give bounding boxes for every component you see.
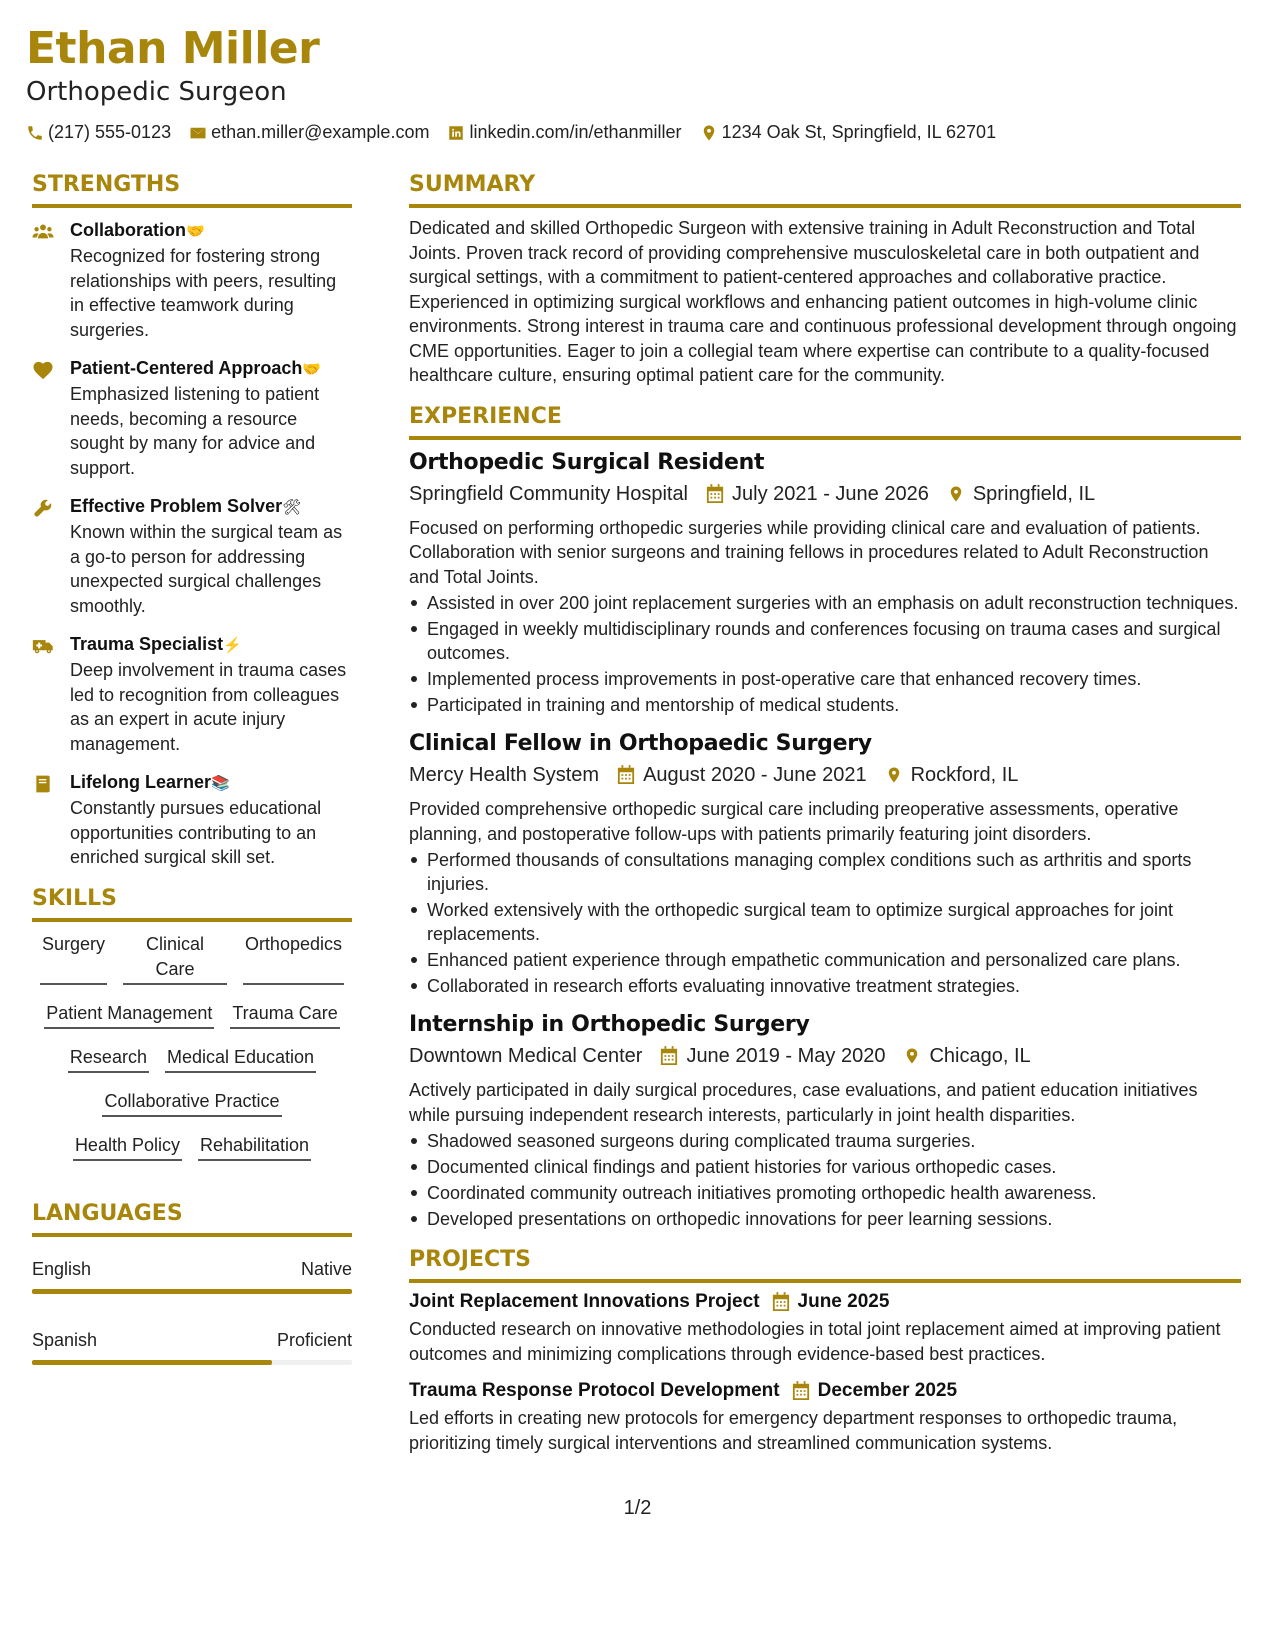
skill-tag: Orthopedics <box>243 932 344 985</box>
handshake-icon: 🤝 <box>186 223 205 240</box>
strength-description: Constantly pursues educational opportunities contributing to an enriched surgical skill set. <box>70 798 322 867</box>
job-bullets <box>409 591 1241 717</box>
bullet-item: Assisted in over 200 joint replacement surgeries with an emphasis on adult reconstruction techniques. <box>409 591 1241 615</box>
envelope-icon <box>189 124 207 142</box>
job-location: Chicago, IL <box>929 1045 1031 1067</box>
job-title: Internship in Orthopedic Surgery <box>409 1012 810 1037</box>
bullet-item: Engaged in weekly multidisciplinary rounds and conferences focusing on trauma cases and surgical outcomes. <box>409 617 1241 665</box>
language-item <box>32 1257 352 1294</box>
language-proficiency-fill <box>32 1289 352 1294</box>
books-icon: 📚 <box>211 775 230 792</box>
job-title: Orthopedic Surgical Resident <box>409 449 765 475</box>
strength-item <box>32 494 352 618</box>
strength-title: Patient-Centered Approach <box>70 358 303 378</box>
calendar-icon <box>792 1381 810 1401</box>
strengths-list <box>32 218 352 870</box>
strength-title: Collaboration <box>70 220 186 240</box>
page-number: 1/2 <box>623 1497 652 1519</box>
calendar-icon <box>772 1292 790 1312</box>
job-organization: Springfield Community Hospital <box>409 482 689 505</box>
candidate-role: Orthopedic Surgeon <box>26 77 287 107</box>
skill-tag: Clinical Care <box>123 932 227 985</box>
section-divider <box>409 204 1241 208</box>
strength-item <box>32 770 352 870</box>
bullet-item: Developed presentations on orthopedic innovations for peer learning sessions. <box>409 1207 1241 1231</box>
contact-linkedin[interactable] <box>447 122 681 143</box>
skills-title: SKILLS <box>32 885 117 911</box>
contact-address <box>700 122 997 143</box>
language-item <box>32 1328 352 1365</box>
book-icon <box>32 774 54 794</box>
map-pin-icon <box>885 765 903 785</box>
job-organization: Downtown Medical Center <box>409 1045 643 1067</box>
linkedin-icon <box>447 124 465 142</box>
bullet-item: Participated in training and mentorship of medical students. <box>409 693 1241 717</box>
strength-description: Deep involvement in trauma cases led to recognition from colleagues as an expert in acute injury management. <box>70 660 347 754</box>
bullet-item: Implemented process improvements in post-operative care that enhanced recovery times. <box>409 667 1241 691</box>
section-divider <box>32 204 352 208</box>
section-divider <box>409 436 1241 440</box>
ambulance-icon <box>32 636 54 656</box>
language-level: Native <box>300 1258 352 1279</box>
lightning-icon: ⚡ <box>223 637 242 654</box>
experience-entry <box>409 448 1241 718</box>
language-name: Spanish <box>32 1329 98 1350</box>
right-column <box>409 170 1241 1455</box>
section-divider <box>32 1233 352 1237</box>
language-proficiency-bar <box>32 1360 352 1365</box>
languages-title: LANGUAGES <box>32 1200 183 1226</box>
job-organization: Mercy Health System <box>409 764 600 786</box>
summary-title: SUMMARY <box>409 172 536 197</box>
language-proficiency-bar <box>32 1289 352 1294</box>
project-entry <box>409 1378 1241 1455</box>
experience-entry <box>409 729 1241 998</box>
projects-title: PROJECTS <box>409 1247 531 1272</box>
project-title: Joint Replacement Innovations Project <box>409 1291 760 1312</box>
experience-title: EXPERIENCE <box>409 403 562 429</box>
left-column <box>32 170 352 1365</box>
bullet-item: Worked extensively with the orthopedic surgical team to optimize surgical approaches for joint replacements. <box>409 898 1241 946</box>
resume-header <box>26 22 1246 143</box>
strengths-title: STRENGTHS <box>32 172 181 197</box>
job-title: Clinical Fellow in Orthopaedic Surgery <box>409 731 872 756</box>
handshake-icon: 🤝 <box>302 361 322 378</box>
job-location: Rockford, IL <box>910 764 1019 786</box>
calendar-icon <box>660 1046 678 1066</box>
project-entry <box>409 1289 1241 1366</box>
bullet-item: Performed thousands of consultations managing complex conditions such as arthritis and sports injuries. <box>409 848 1241 896</box>
calendar-icon <box>617 765 635 785</box>
job-description: Focused on performing orthopedic surgeries while providing clinical care and evaluation of patients. Collaboration with senior surgeons and training fellows in procedures related to Adult Reconstruction and Total Joints. <box>409 517 1209 587</box>
language-name: English <box>32 1258 92 1279</box>
strength-title: Lifelong Learner <box>70 772 212 792</box>
skill-tag: Surgery <box>40 932 107 985</box>
contact-phone[interactable] <box>26 122 171 143</box>
strength-item <box>32 218 352 342</box>
contact-linkedin-text: linkedin.com/in/ethanmiller <box>469 122 682 142</box>
candidate-name: Ethan Miller <box>26 23 320 74</box>
job-bullets <box>409 848 1241 998</box>
job-dates: June 2019 - May 2020 <box>686 1045 886 1067</box>
skills-list <box>32 932 352 1161</box>
project-title: Trauma Response Protocol Development <box>409 1380 780 1401</box>
job-description: Provided comprehensive orthopedic surgical care including preoperative assessments, operative planning, and postoperative follow-ups with patients primarily featuring joint disorders. <box>409 799 1179 844</box>
skill-tag: Health Policy <box>73 1133 182 1161</box>
project-date: December 2025 <box>817 1380 958 1401</box>
contact-address-text: 1234 Oak St, Springfield, IL 62701 <box>721 122 997 142</box>
job-bullets <box>409 1129 1241 1231</box>
users-icon <box>32 222 54 242</box>
job-dates: August 2020 - June 2021 <box>643 764 867 786</box>
strength-description: Emphasized listening to patient needs, becoming a resource sought by many for advice and support. <box>70 384 320 478</box>
map-pin-icon <box>947 484 965 504</box>
job-description: Actively participated in daily surgical procedures, case evaluations, and patient education initiatives while pursuing independent research interests, particularly in joint health disparities. <box>409 1080 1198 1125</box>
job-dates: July 2021 - June 2026 <box>732 482 929 505</box>
contact-phone-text: (217) 555-0123 <box>48 122 172 142</box>
heart-icon <box>32 360 54 380</box>
bullet-item: Shadowed seasoned surgeons during complicated trauma surgeries. <box>409 1129 1241 1153</box>
job-location: Springfield, IL <box>972 482 1096 505</box>
strength-title: Effective Problem Solver <box>70 496 283 516</box>
experience-entry <box>409 1010 1241 1231</box>
map-pin-icon <box>903 1046 921 1066</box>
phone-icon <box>26 124 44 142</box>
language-proficiency-fill <box>32 1360 272 1365</box>
skill-tag: Medical Education <box>165 1045 316 1073</box>
section-divider <box>409 1279 1241 1283</box>
project-description: Led efforts in creating new protocols for emergency department responses to orthopedic trauma, prioritizing timely surgical interventions and streamlined communication systems. <box>409 1408 1178 1453</box>
project-date: June 2025 <box>797 1291 890 1312</box>
skill-tag: Research <box>68 1045 149 1073</box>
skill-tag: Trauma Care <box>230 1001 339 1029</box>
calendar-icon <box>706 484 724 504</box>
strength-title: Trauma Specialist <box>70 634 224 654</box>
language-level: Proficient <box>276 1329 352 1350</box>
contact-email[interactable] <box>189 122 429 143</box>
strength-description: Recognized for fostering strong relationships with peers, resulting in effective teamwork during surgeries. <box>70 246 337 340</box>
summary-text: Dedicated and skilled Orthopedic Surgeon with extensive training in Adult Reconstruction and Total Joints. Proven track record of providing comprehensive musculoskeletal care in both outpatient and surgical settings, with a commitment to patient-centered approaches and collaborative practice. Experienced in optimizing surgical workflows and enhancing patient outcomes in high-volume clinic environments. Strong interest in trauma care and continuous professional development through ongoing CME opportunities. Eager to join a collegial team where expertise can contribute to a quality-focused healthcare culture, ensuring optimal patient care for the community. <box>409 218 1237 385</box>
bullet-item: Coordinated community outreach initiatives promoting orthopedic health awareness. <box>409 1181 1241 1205</box>
skill-tag: Patient Management <box>44 1001 214 1029</box>
tools-icon: 🛠 <box>282 499 302 516</box>
bullet-item: Enhanced patient experience through empathetic communication and personalized care plans. <box>409 948 1241 972</box>
contact-email-text: ethan.miller@example.com <box>211 122 430 142</box>
strength-item <box>32 356 352 480</box>
contact-bar <box>26 122 1246 143</box>
strength-description: Known within the surgical team as a go-to person for addressing unexpected surgical challenges smoothly. <box>70 522 343 616</box>
bullet-item: Collaborated in research efforts evaluating innovative treatment strategies. <box>409 974 1241 998</box>
wrench-icon <box>32 498 54 518</box>
skill-tag: Rehabilitation <box>198 1133 311 1161</box>
strength-item <box>32 632 352 756</box>
bullet-item: Documented clinical findings and patient histories for various orthopedic cases. <box>409 1155 1241 1179</box>
skill-tag: Collaborative Practice <box>102 1089 281 1117</box>
project-description: Conducted research on innovative methodologies in total joint replacement aimed at improving patient outcomes and minimizing complications through evidence-based best practices. <box>409 1319 1221 1364</box>
map-pin-icon <box>700 124 718 142</box>
section-divider <box>32 918 352 922</box>
